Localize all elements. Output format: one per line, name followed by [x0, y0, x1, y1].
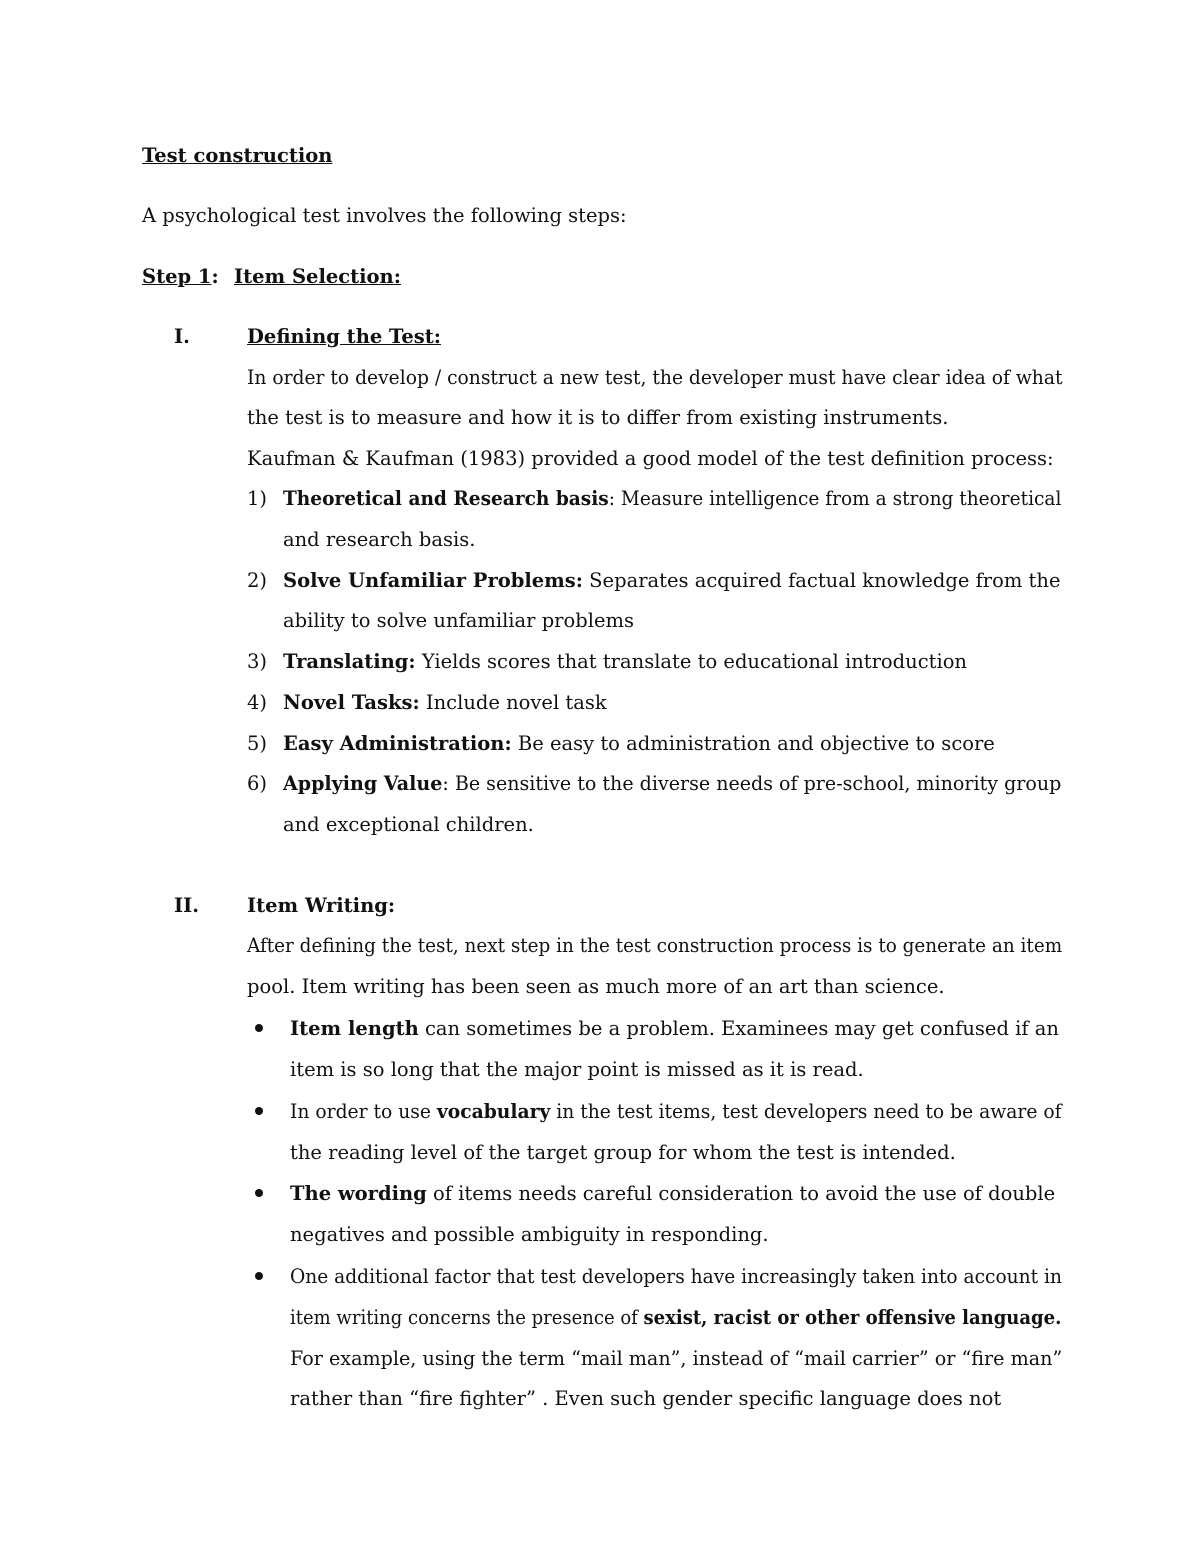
bullet-text: can sometimes be a problem. Examinees may get confused if an — [418, 1017, 1059, 1040]
step-label: Step 1 — [142, 265, 212, 288]
section2-heading: Item Writing: — [247, 894, 396, 917]
bullet-icon — [255, 1272, 263, 1280]
section1-para-line2: the test is to measure and how it is to differ from existing instruments. — [247, 406, 949, 429]
bullet-continuation: the reading level of the target group for whom the test is intended. — [290, 1141, 956, 1164]
step-heading — [142, 265, 401, 288]
step-colon: : — [211, 265, 219, 288]
bullet-term: sexist, racist or other offensive language. — [643, 1306, 1062, 1329]
bullet-item — [290, 1102, 1062, 1122]
bullet-item — [290, 1184, 1055, 1204]
list-item — [283, 571, 1061, 591]
list-item-text: Be easy to administration and objective to score — [511, 732, 995, 755]
section2-para-line1: After defining the test, next step in the test construction process is to generate an item — [247, 934, 1063, 957]
list-item-term: Solve Unfamiliar Problems: — [283, 569, 583, 592]
list-item-continuation: and exceptional children. — [283, 813, 534, 836]
step-name: Item Selection: — [234, 265, 401, 288]
list-number: 6) — [247, 772, 268, 795]
section1-para-line3: Kaufman & Kaufman (1983) provided a good model of the test definition process: — [247, 447, 1054, 470]
bullet-term: The wording — [290, 1182, 427, 1205]
list-item — [283, 693, 607, 713]
bullet-icon — [255, 1107, 263, 1115]
list-item-term: Easy Administration: — [283, 732, 512, 755]
bullet-term: vocabulary — [436, 1100, 551, 1123]
list-item-continuation: ability to solve unfamiliar problems — [283, 609, 634, 632]
section1-para-line1: In order to develop / construct a new test, the developer must have clear idea of what — [247, 366, 1063, 389]
list-number: 1) — [247, 487, 268, 510]
list-item-text: : Be sensitive to the diverse needs of pre-school, minority group — [442, 772, 1062, 795]
list-item — [283, 489, 1061, 509]
bullet-line3: For example, using the term “mail man”, instead of “mail carrier” or “fire man” — [290, 1347, 1063, 1370]
bullet-icon — [255, 1024, 263, 1032]
bullet-item — [290, 1019, 1059, 1039]
bullet-text: of items needs careful consideration to avoid the use of double — [426, 1182, 1056, 1205]
intro-text: A psychological test involves the following steps: — [142, 204, 627, 227]
list-item-term: Theoretical and Research basis — [283, 487, 609, 510]
list-item-text: Include novel task — [419, 691, 607, 714]
section1-heading: Defining the Test: — [247, 325, 441, 348]
list-item — [283, 652, 967, 672]
bullet-term: Item length — [290, 1017, 419, 1040]
document-title: Test construction — [142, 144, 333, 167]
bullet-icon — [255, 1189, 263, 1197]
list-item-text: Yields scores that translate to educational introduction — [415, 650, 967, 673]
section2-numeral: II. — [174, 894, 200, 917]
list-item-continuation: and research basis. — [283, 528, 476, 551]
list-number: 3) — [247, 650, 268, 673]
list-number: 4) — [247, 691, 268, 714]
bullet-line1: One additional factor that test developers have increasingly taken into account in — [290, 1265, 1062, 1288]
section2-para-line2: pool. Item writing has been seen as much more of an art than science. — [247, 975, 945, 998]
bullet-pre-text: In order to use — [290, 1100, 437, 1123]
list-item — [283, 774, 1061, 794]
list-item-term: Novel Tasks: — [283, 691, 420, 714]
list-item-text: Separates acquired factual knowledge from the — [582, 569, 1061, 592]
bullet-continuation: item is so long that the major point is missed as it is read. — [290, 1058, 864, 1081]
list-item-term: Translating: — [283, 650, 416, 673]
list-item-text: : Measure intelligence from a strong theoretical — [608, 487, 1062, 510]
list-number: 5) — [247, 732, 268, 755]
list-item — [283, 734, 995, 754]
section1-numeral: I. — [174, 325, 190, 348]
list-number: 2) — [247, 569, 268, 592]
bullet-line2 — [290, 1308, 1061, 1328]
list-item-term: Applying Value — [283, 772, 443, 795]
bullet-text: in the test items, test developers need to be aware of — [550, 1100, 1062, 1123]
bullet-pre-text: item writing concerns the presence of — [290, 1306, 644, 1329]
bullet-continuation: negatives and possible ambiguity in responding. — [290, 1223, 769, 1246]
bullet-line4: rather than “fire fighter” . Even such gender specific language does not — [290, 1387, 1002, 1410]
